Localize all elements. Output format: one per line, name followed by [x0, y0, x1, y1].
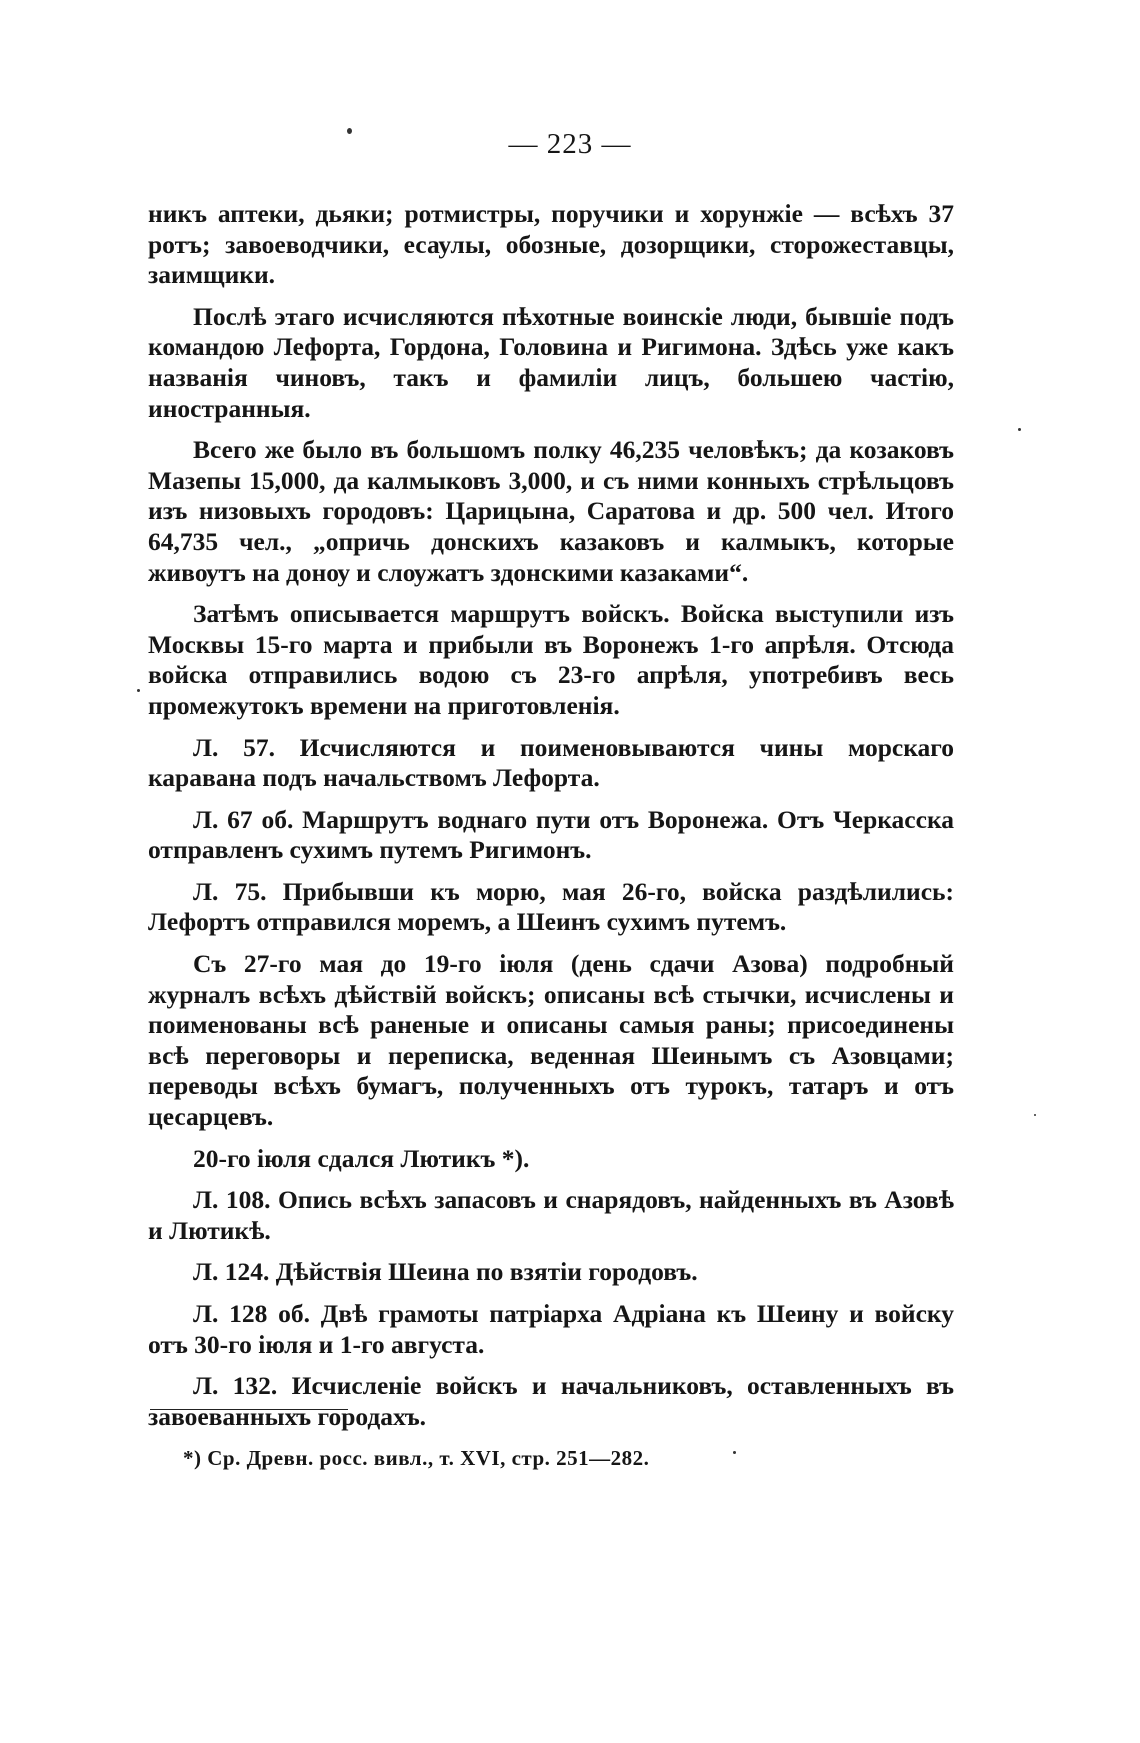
scan-speck [1018, 428, 1021, 431]
footnote: *) Ср. Древн. росс. вивл., т. XVI, стр. 251—282. [183, 1446, 650, 1470]
paragraph: Съ 27-го мая до 19-го іюля (день сдачи Азова) подробный журналъ всѣхъ дѣйствій войскъ; описаны всѣ стычки, исчислены и поименованы всѣ раненые и описаны самыя раны; присоединены всѣ переговоры и переписка, веденная Шеинымъ съ Азовцами; переводы всѣхъ бумагъ, полученныхъ отъ турокъ, татаръ и отъ цесарцевъ. [148, 949, 954, 1132]
paragraph: Л. 132. Исчисленіе войскъ и начальниковъ, оставленныхъ въ завоеванныхъ городахъ. [148, 1371, 954, 1431]
paragraph: Л. 67 об. Маршрутъ воднаго пути отъ Воронежа. Отъ Черкасска отправленъ сухимъ путемъ Ригимонъ. [148, 804, 954, 865]
scan-speck [347, 128, 352, 134]
scan-speck [1034, 1114, 1036, 1116]
paragraph: Л. 75. Прибывши къ морю, мая 26-го, войска раздѣлились: Лефортъ отправился моремъ, а Шеинъ сухимъ путемъ. [148, 876, 954, 937]
paragraph: Л. 124. Дѣйствія Шеина по взятіи городовъ. [193, 1257, 698, 1287]
paragraph: Л. 108. Опись всѣхъ запасовъ и снарядовъ, найденныхъ въ Азовѣ и Лютикѣ. [148, 1185, 954, 1245]
paragraph: Затѣмъ описывается маршрутъ войскъ. Войска выступили изъ Москвы 15-го марта и прибыли въ Воронежъ 1-го апрѣля. Отсюда войска отправились водою съ 23-го апрѣля, употребивъ весь промежутокъ времени на приготовленія. [148, 599, 954, 720]
paragraph: Л. 57. Исчисляются и поименовываются чины морскаго каравана подъ начальствомъ Лефорта. [148, 732, 954, 793]
paragraph: 20-го іюля сдался Лютикъ *). [193, 1143, 530, 1173]
paragraph: Л. 128 об. Двѣ грамоты патріарха Адріана къ Шеину и войску отъ 30-го іюля и 1-го августа. [148, 1299, 954, 1359]
scan-speck [137, 689, 140, 692]
scan-speck [733, 1451, 736, 1454]
paragraph: никъ аптеки, дьяки; ротмистры, поручики и хорунжіе — всѣхъ 37 ротъ; завоеводчики, есаулы, обозные, дозорщики, сторожеставцы, заимщики. [148, 199, 954, 290]
paragraph: Всего же было въ большомъ полку 46,235 человѣкъ; да козаковъ Мазепы 15,000, да калмыковъ 3,000, и съ ними конныхъ стрѣльцовъ изъ низовыхъ городовъ: Царицына, Саратова и др. 500 чел. Итого 64,735 чел., „опричь донскихъ казаковъ и калмыкъ, которые живѹтъ на донѹ и слѹжатъ здонскими казаками“. [148, 435, 954, 587]
footnote-rule [150, 1409, 348, 1410]
body-text [148, 199, 954, 1443]
page-number: — 223 — [508, 128, 632, 160]
paragraph: Послѣ этаго исчисляются пѣхотные воинскіе люди, бывшіе подъ командою Лефорта, Гордона, Головина и Ригимона. Здѣсь уже какъ названія чиновъ, такъ и фамиліи лицъ, большею частію, иностранныя. [148, 301, 954, 423]
